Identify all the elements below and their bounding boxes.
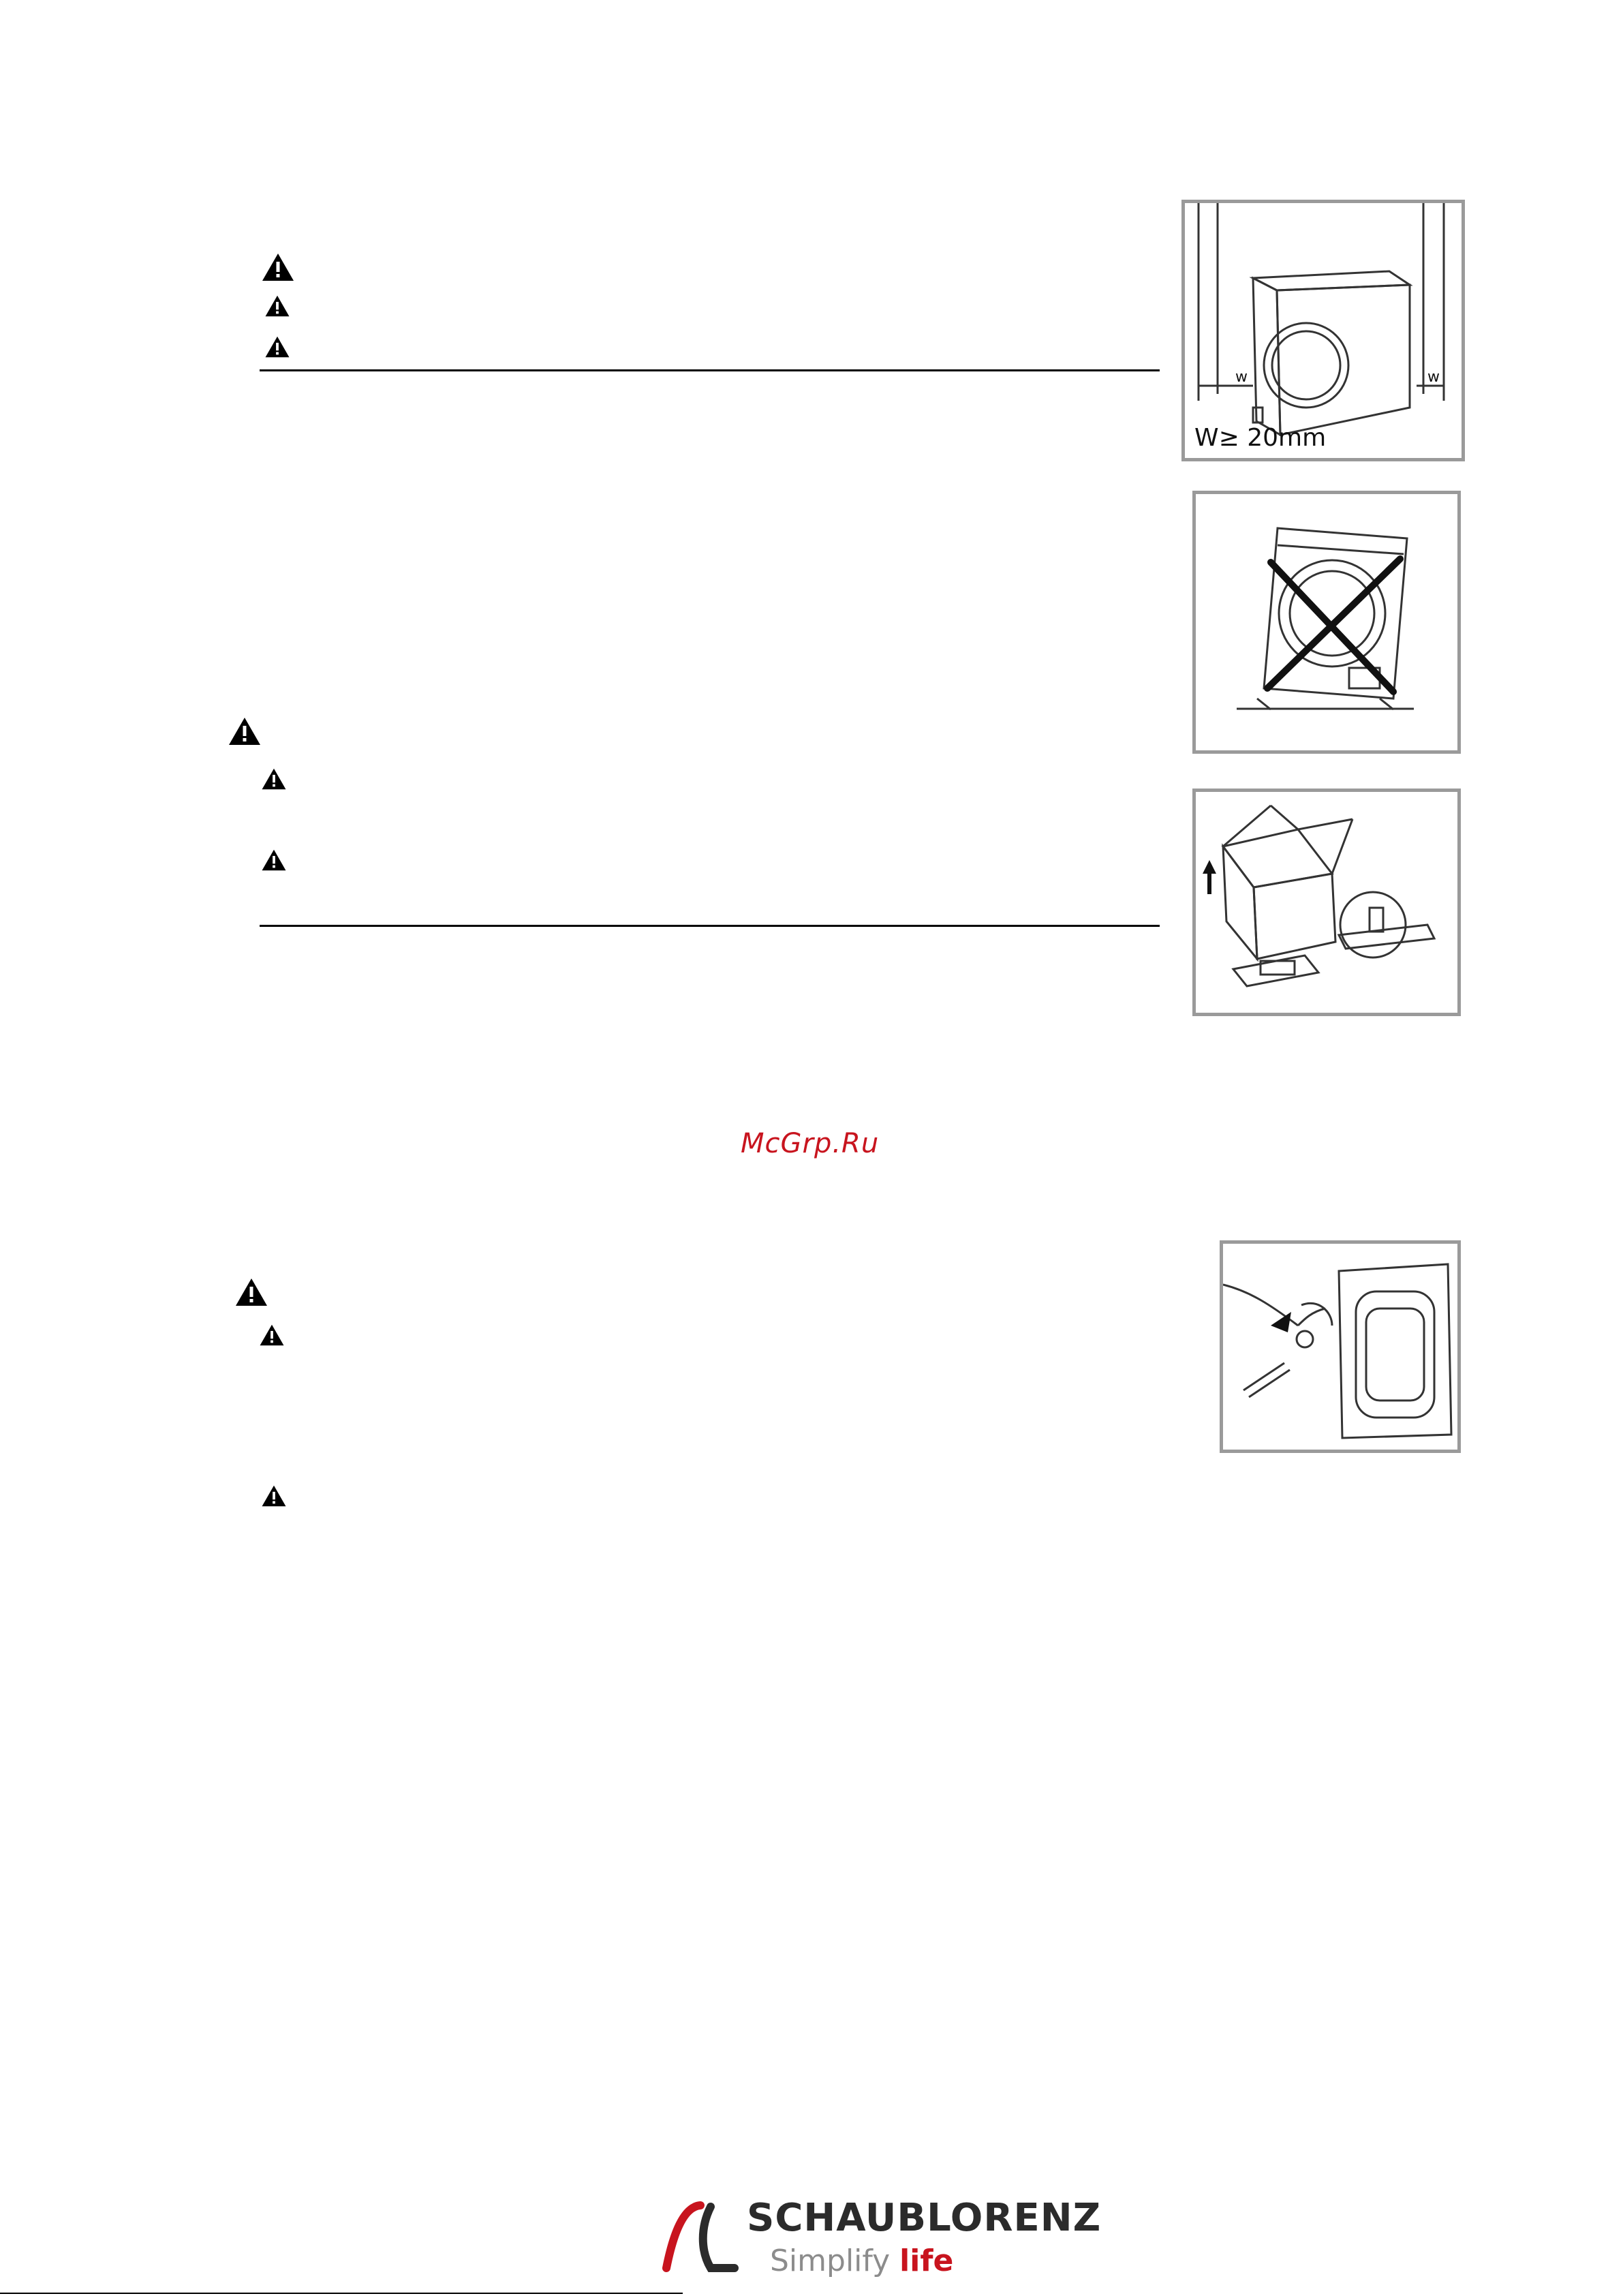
warning-triangle-icon: [259, 1323, 285, 1347]
brand-logo: [660, 2193, 1102, 2282]
clearance-diagram: [1181, 200, 1465, 461]
brand-name: SCHAUBLORENZ: [747, 2196, 1102, 2240]
no-tilt-diagram: [1192, 491, 1461, 754]
warning-triangle-icon: [261, 848, 287, 872]
brand-tagline: [770, 2244, 953, 2278]
warning-triangle-icon: [228, 716, 262, 746]
warning-triangle-icon: [234, 1277, 268, 1307]
watermark: McGrp.Ru: [741, 1128, 880, 1159]
tagline-simplify: Simplify: [770, 2244, 891, 2278]
warning-triangle-icon: [261, 767, 287, 791]
warning-triangle-icon: [264, 335, 290, 358]
footer-rule: [0, 2293, 683, 2294]
brand-mark-icon: [660, 2193, 741, 2275]
warning-triangle-icon: [261, 1484, 287, 1507]
clearance-w-left-label: w: [1235, 369, 1248, 386]
section-divider: [260, 925, 1160, 927]
transport-bolts-diagram: [1220, 1240, 1461, 1453]
clearance-caption: W≥ 20mm: [1194, 424, 1327, 452]
clearance-w-right-label: w: [1427, 369, 1440, 386]
unpacking-diagram: [1192, 789, 1461, 1016]
section-divider: [260, 369, 1160, 371]
warning-triangle-icon: [264, 294, 290, 318]
tagline-life: life: [899, 2244, 954, 2278]
warning-triangle-icon: [261, 252, 295, 282]
